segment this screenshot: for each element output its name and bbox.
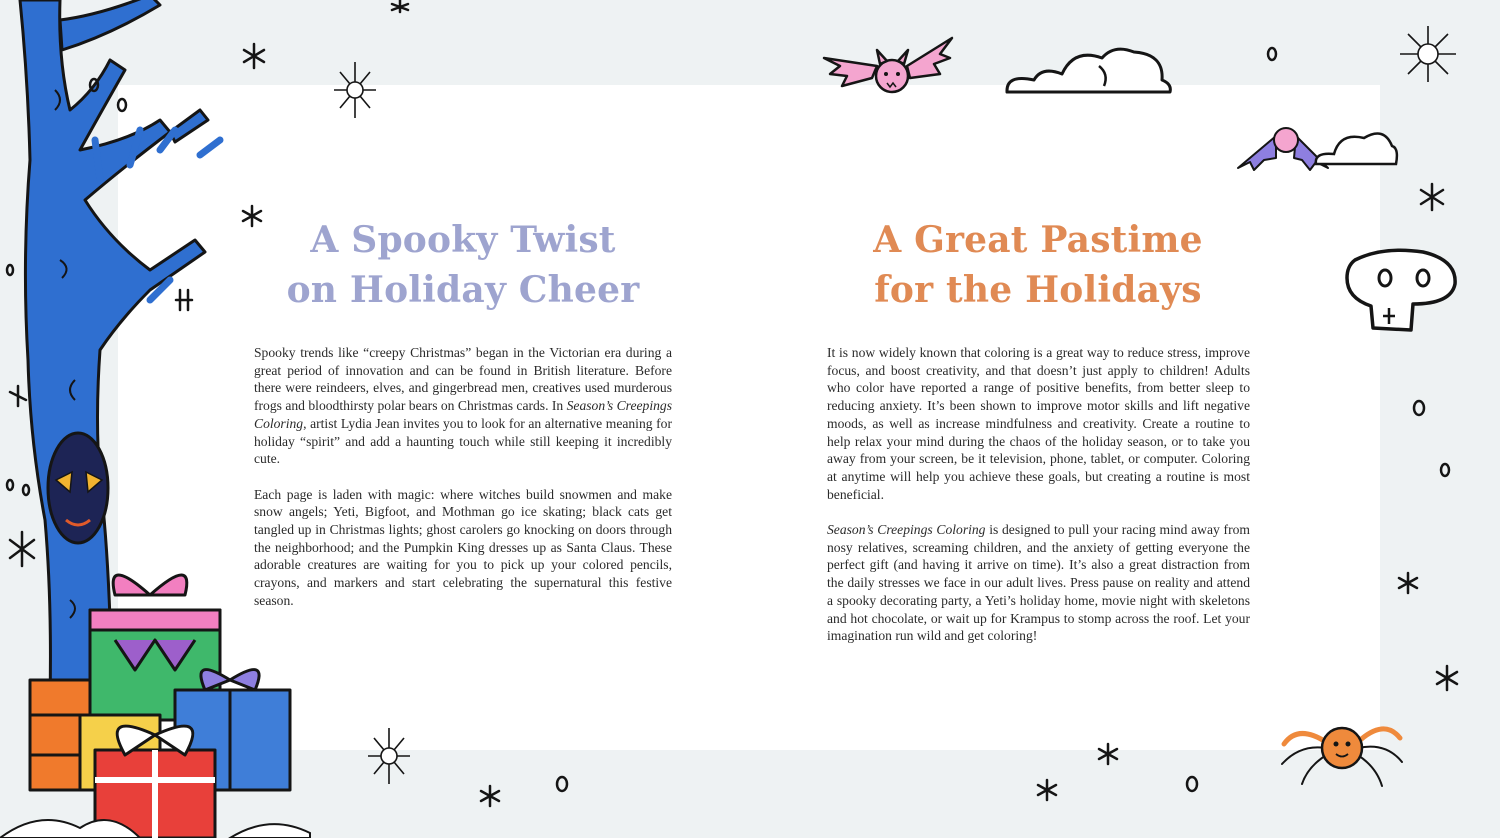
left-p1-book-title: Season’s Creepings Coloring (254, 398, 672, 431)
left-p1-text-b: , artist Lydia Jean invites you to look for an alternative meaning for holiday “spirit” and add a haunting touch while still keeping it incredibly cute. (254, 415, 672, 467)
right-p2-text: is designed to pull your racing mind away from nosy relatives, screaming children, and the anxiety of getting everyone the perfect gift (and having it arrive on time). It’s also a great distraction from the daily stresses we face in our adult lives. Press pause on reality and attend a spooky decorating party, a Yeti’s holiday home, movie night with skeletons and hot chocolate, or wait up for Krampus to stomp across the roof. Let your imagination run wild and get coloring! (827, 522, 1250, 644)
left-heading-line-1: A Spooky Twist (310, 219, 616, 261)
right-heading-line-1: A Great Pastime (873, 219, 1203, 261)
left-p1-text-a: Spooky trends like “creepy Christmas” began in the Victorian era during a great period of innovation and can be found in British literature. Before there were reindeers, elves, and gingerbread men, creatives used murderous frogs and bloodthirsty polar bears on Christmas cards. In (254, 345, 672, 414)
right-heading-line-2: for the Holidays (874, 269, 1202, 311)
right-paragraph-1: It is now widely known that coloring is a great way to reduce stress, improve focus, and boost creativity, and that doesn’t just apply to children! Adults who color have reported a range of positive benefits, from better sleep to reducing anxiety. It’s been shown to improve motor skills and lift negative moods, as well as increase mindfulness and creativity. Create a routine to help relax your mind during the chaos of the holiday season, or to take you away from your screen, be it television, phone, tablet, or computer. Coloring at anytime will help you achieve these goals, but creating a routine is most beneficial. (827, 345, 1250, 502)
left-heading-line-2: on Holiday Cheer (286, 269, 640, 311)
right-p2-book-title: Season’s Creepings Coloring (827, 522, 986, 538)
left-paragraph-2: Each page is laden with magic: where witches build snowmen and make snow angels; Yeti, Bigfoot, and Mothman go ice skating; black cats get tangled up in Christmas lights; ghost carolers go knocking on doors through the neighborhood; and the Pumpkin King dresses up as Santa Claus. These adorable creatures are waiting for you to pick up your colored pencils, crayons, and markers and start celebrating the supernatural this festive season. (254, 486, 672, 608)
